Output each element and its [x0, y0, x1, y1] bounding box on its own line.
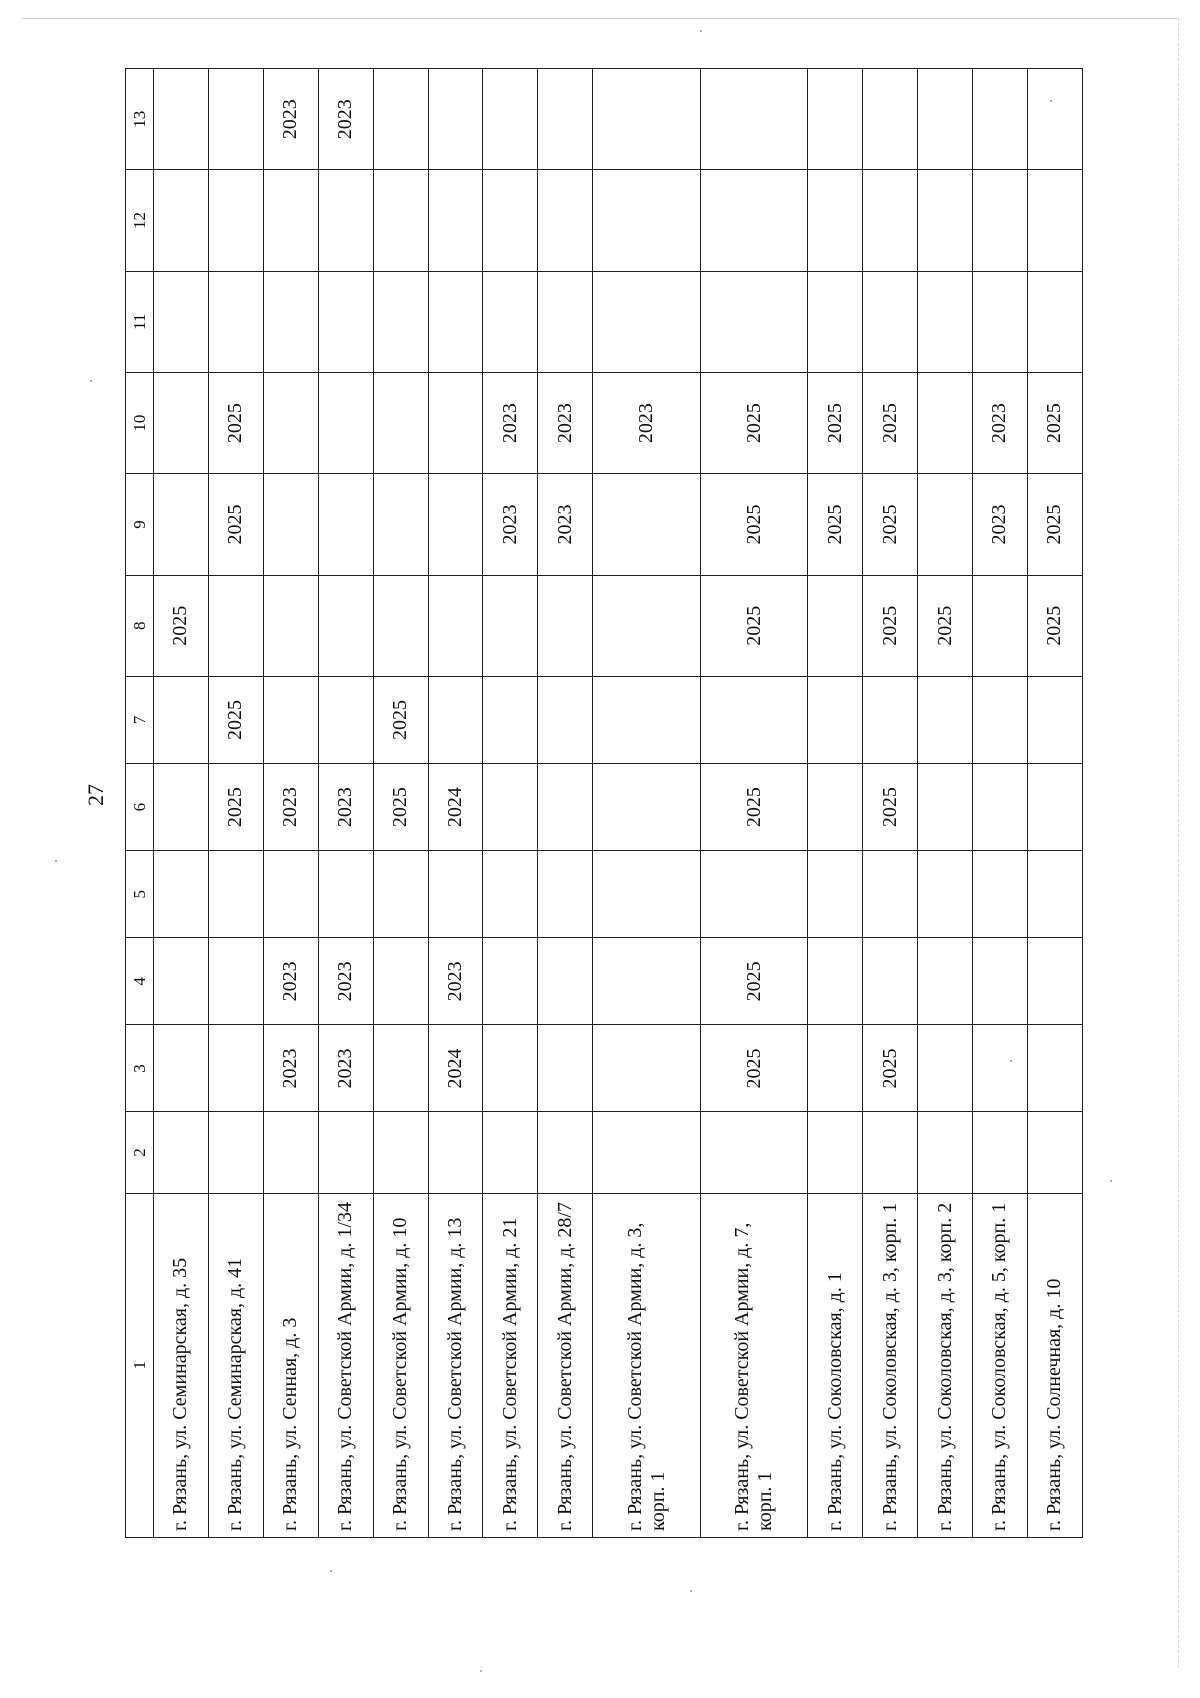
year-cell [263, 170, 318, 271]
table-row [918, 69, 973, 1538]
year-cell [1027, 69, 1082, 170]
table-row [428, 69, 483, 1538]
year-cell [318, 851, 373, 938]
address-cell: г. Рязань, ул. Советской Армии, д. 10 [373, 1193, 428, 1537]
column-header-2: 2 [126, 1112, 154, 1193]
table-row [863, 69, 918, 1538]
year-cell [808, 1112, 863, 1193]
column-header-9: 9 [126, 474, 154, 575]
year-cell [208, 851, 263, 938]
scan-speck [480, 1670, 482, 1672]
year-cell [263, 851, 318, 938]
year-cell [428, 676, 483, 763]
year-cell [700, 271, 808, 372]
year-cell [263, 271, 318, 372]
year-cell [318, 474, 373, 575]
column-header-6: 6 [126, 764, 154, 851]
year-cell [208, 69, 263, 170]
address-cell: г. Рязань, ул. Советской Армии, д. 13 [428, 1193, 483, 1537]
column-header-3: 3 [126, 1025, 154, 1112]
year-cell [973, 1112, 1028, 1193]
table-row [318, 69, 373, 1538]
year-cell [483, 764, 538, 851]
year-cell [918, 69, 973, 170]
address-cell: г. Рязань, ул. Соколовская, д. 3, корп. 2 [918, 1193, 973, 1537]
year-cell [918, 851, 973, 938]
year-cell: 2023 [483, 474, 538, 575]
table-row [700, 69, 808, 1538]
year-cell: 2023 [263, 764, 318, 851]
year-cell [428, 851, 483, 938]
year-cell [973, 851, 1028, 938]
year-cell: 2025 [1027, 372, 1082, 473]
year-cell [973, 575, 1028, 676]
year-cell [538, 676, 593, 763]
year-cell [208, 1025, 263, 1112]
year-cell [863, 170, 918, 271]
year-cell: 2023 [263, 69, 318, 170]
year-cell [918, 938, 973, 1025]
year-cell [373, 69, 428, 170]
column-header-7: 7 [126, 676, 154, 763]
year-cell [263, 1112, 318, 1193]
year-cell [918, 1025, 973, 1112]
year-cell [700, 1112, 808, 1193]
year-cell: 2024 [428, 764, 483, 851]
year-cell: 2025 [863, 474, 918, 575]
column-header-4: 4 [126, 938, 154, 1025]
address-cell: г. Рязань, ул. Соколовская, д. 5, корп. 1 [973, 1193, 1028, 1537]
year-cell [208, 938, 263, 1025]
table-row [1027, 69, 1082, 1538]
address-cell: г. Рязань, ул. Соколовская, д. 1 [808, 1193, 863, 1537]
year-cell [593, 170, 701, 271]
address-cell: г. Рязань, ул. Солнечная, д. 10 [1027, 1193, 1082, 1537]
schedule-table [125, 68, 1083, 1538]
year-cell [483, 271, 538, 372]
address-cell: г. Рязань, ул. Советской Армии, д. 3, корп. 1 [593, 1193, 701, 1537]
year-cell: 2025 [918, 575, 973, 676]
table-row [483, 69, 538, 1538]
year-cell [593, 764, 701, 851]
table-row [538, 69, 593, 1538]
rotated-table-container [125, 68, 1083, 1538]
column-header-11: 11 [126, 271, 154, 372]
year-cell [918, 1112, 973, 1193]
year-cell [593, 271, 701, 372]
year-cell [1027, 764, 1082, 851]
scan-speck [1010, 1060, 1012, 1062]
year-cell [808, 764, 863, 851]
column-header-10: 10 [126, 372, 154, 473]
year-cell: 2025 [208, 764, 263, 851]
year-cell [373, 851, 428, 938]
year-cell: 2025 [863, 1025, 918, 1112]
year-cell [538, 575, 593, 676]
year-cell [538, 1025, 593, 1112]
year-cell [208, 1112, 263, 1193]
year-cell [863, 271, 918, 372]
year-cell [483, 938, 538, 1025]
year-cell: 2023 [263, 1025, 318, 1112]
year-cell [1027, 676, 1082, 763]
year-cell: 2025 [373, 676, 428, 763]
year-cell [263, 575, 318, 676]
year-cell: 2023 [428, 938, 483, 1025]
year-cell [428, 372, 483, 473]
year-cell [808, 1025, 863, 1112]
year-cell: 2025 [208, 372, 263, 473]
year-cell [808, 851, 863, 938]
year-cell [593, 474, 701, 575]
year-cell [483, 1112, 538, 1193]
year-cell: 2025 [863, 764, 918, 851]
year-cell: 2023 [318, 764, 373, 851]
year-cell [483, 676, 538, 763]
year-cell [973, 271, 1028, 372]
table-header-row [126, 69, 154, 1538]
year-cell [700, 69, 808, 170]
year-cell [808, 170, 863, 271]
year-cell [318, 676, 373, 763]
column-header-12: 12 [126, 170, 154, 271]
scan-speck [1050, 100, 1052, 102]
year-cell: 2025 [700, 764, 808, 851]
year-cell [428, 474, 483, 575]
year-cell [973, 170, 1028, 271]
address-cell: г. Рязань, ул. Семинарская, д. 35 [154, 1193, 209, 1537]
year-cell [428, 170, 483, 271]
table-row [973, 69, 1028, 1538]
year-cell [208, 575, 263, 676]
scan-speck [1110, 1180, 1112, 1182]
year-cell [373, 575, 428, 676]
year-cell [154, 1112, 209, 1193]
year-cell [483, 1025, 538, 1112]
year-cell [918, 170, 973, 271]
scan-speck [690, 1590, 692, 1592]
address-cell: г. Рязань, ул. Соколовская, д. 3, корп. 1 [863, 1193, 918, 1537]
year-cell [373, 1112, 428, 1193]
year-cell: 2025 [700, 474, 808, 575]
year-cell [973, 938, 1028, 1025]
table-row [154, 69, 209, 1538]
year-cell [263, 474, 318, 575]
year-cell: 2025 [808, 474, 863, 575]
year-cell [208, 271, 263, 372]
table-row [373, 69, 428, 1538]
year-cell [154, 1025, 209, 1112]
year-cell: 2025 [1027, 575, 1082, 676]
year-cell [863, 676, 918, 763]
year-cell [318, 372, 373, 473]
year-cell [808, 938, 863, 1025]
year-cell: 2023 [483, 372, 538, 473]
year-cell [373, 372, 428, 473]
scan-speck [55, 860, 57, 862]
year-cell [538, 69, 593, 170]
year-cell [1027, 938, 1082, 1025]
year-cell [373, 1025, 428, 1112]
table-body [126, 69, 1083, 1538]
year-cell: 2025 [863, 575, 918, 676]
year-cell [700, 676, 808, 763]
page-number: 27 [83, 784, 108, 806]
table-row [208, 69, 263, 1538]
year-cell [483, 851, 538, 938]
year-cell [154, 851, 209, 938]
year-cell [593, 1112, 701, 1193]
year-cell [808, 271, 863, 372]
year-cell [918, 676, 973, 763]
year-cell [700, 851, 808, 938]
year-cell [808, 575, 863, 676]
year-cell: 2025 [373, 764, 428, 851]
year-cell [1027, 1112, 1082, 1193]
year-cell [373, 938, 428, 1025]
year-cell [483, 170, 538, 271]
year-cell [593, 938, 701, 1025]
year-cell [808, 676, 863, 763]
year-cell: 2023 [318, 69, 373, 170]
year-cell: 2025 [700, 575, 808, 676]
year-cell [263, 372, 318, 473]
year-cell [263, 676, 318, 763]
year-cell [918, 474, 973, 575]
year-cell [483, 69, 538, 170]
year-cell: 2025 [700, 1025, 808, 1112]
year-cell: 2025 [808, 372, 863, 473]
year-cell [428, 271, 483, 372]
scan-speck [330, 1570, 332, 1572]
year-cell [1027, 271, 1082, 372]
year-cell: 2025 [863, 372, 918, 473]
year-cell: 2023 [538, 372, 593, 473]
year-cell [538, 851, 593, 938]
year-cell [154, 474, 209, 575]
year-cell: 2023 [318, 938, 373, 1025]
year-cell [593, 851, 701, 938]
address-cell: г. Рязань, ул. Советской Армии, д. 1/34 [318, 1193, 373, 1537]
address-cell: г. Рязань, ул. Сенная, д. 3 [263, 1193, 318, 1537]
year-cell: 2023 [973, 372, 1028, 473]
year-cell [973, 1025, 1028, 1112]
year-cell [918, 372, 973, 473]
year-cell [863, 851, 918, 938]
table-row [593, 69, 701, 1538]
year-cell: 2024 [428, 1025, 483, 1112]
year-cell [154, 69, 209, 170]
year-cell [1027, 170, 1082, 271]
address-cell: г. Рязань, ул. Семинарская, д. 41 [208, 1193, 263, 1537]
page-edge-right [1178, 18, 1179, 1668]
year-cell [538, 938, 593, 1025]
year-cell: 2025 [208, 676, 263, 763]
scan-speck [700, 30, 702, 32]
year-cell [154, 676, 209, 763]
year-cell: 2025 [154, 575, 209, 676]
year-cell: 2023 [318, 1025, 373, 1112]
year-cell [373, 474, 428, 575]
year-cell [154, 271, 209, 372]
address-cell: г. Рязань, ул. Советской Армии, д. 7, корп. 1 [700, 1193, 808, 1537]
year-cell [593, 575, 701, 676]
year-cell [318, 1112, 373, 1193]
scan-speck [90, 380, 92, 382]
year-cell [918, 271, 973, 372]
year-cell [973, 69, 1028, 170]
year-cell: 2025 [700, 938, 808, 1025]
year-cell [700, 170, 808, 271]
year-cell [208, 170, 263, 271]
year-cell [973, 676, 1028, 763]
year-cell [373, 170, 428, 271]
year-cell [918, 764, 973, 851]
year-cell [538, 271, 593, 372]
year-cell [538, 764, 593, 851]
year-cell [593, 69, 701, 170]
year-cell [973, 764, 1028, 851]
table-row [263, 69, 318, 1538]
year-cell [318, 271, 373, 372]
year-cell [428, 69, 483, 170]
year-cell: 2025 [208, 474, 263, 575]
column-header-13: 13 [126, 69, 154, 170]
year-cell: 2023 [973, 474, 1028, 575]
year-cell [808, 69, 863, 170]
address-cell: г. Рязань, ул. Советской Армии, д. 28/7 [538, 1193, 593, 1537]
year-cell [318, 170, 373, 271]
year-cell [318, 575, 373, 676]
year-cell: 2023 [538, 474, 593, 575]
year-cell [593, 1025, 701, 1112]
year-cell [154, 938, 209, 1025]
year-cell [428, 575, 483, 676]
page-edge-top [22, 18, 1178, 19]
year-cell: 2025 [700, 372, 808, 473]
column-header-1: 1 [126, 1193, 154, 1537]
column-header-8: 8 [126, 575, 154, 676]
year-cell [373, 271, 428, 372]
year-cell [863, 938, 918, 1025]
year-cell [428, 1112, 483, 1193]
year-cell [593, 676, 701, 763]
year-cell: 2023 [593, 372, 701, 473]
year-cell [154, 170, 209, 271]
year-cell [1027, 851, 1082, 938]
year-cell [538, 1112, 593, 1193]
year-cell [154, 372, 209, 473]
table-row [808, 69, 863, 1538]
year-cell: 2023 [263, 938, 318, 1025]
year-cell: 2025 [1027, 474, 1082, 575]
address-cell: г. Рязань, ул. Советской Армии, д. 21 [483, 1193, 538, 1537]
column-header-5: 5 [126, 851, 154, 938]
year-cell [538, 170, 593, 271]
year-cell [863, 69, 918, 170]
year-cell [483, 575, 538, 676]
year-cell [154, 764, 209, 851]
year-cell [863, 1112, 918, 1193]
year-cell [1027, 1025, 1082, 1112]
